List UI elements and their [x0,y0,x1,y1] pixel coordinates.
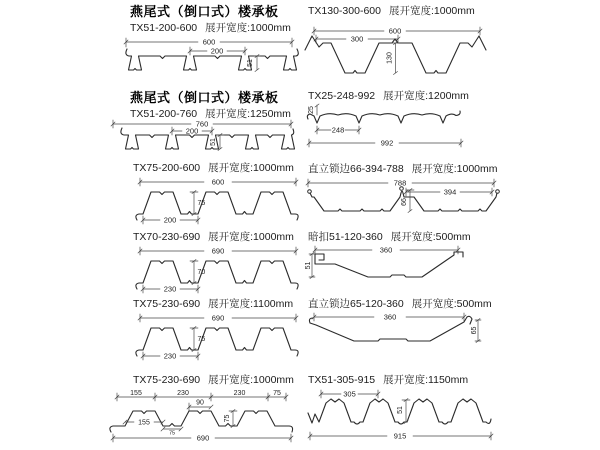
profile-drawing-tx51-200-600 [110,34,300,80]
dim-label: 992 [380,138,394,148]
model-code: TX70-230-690 [133,231,201,243]
section-title: 燕尾式（倒口式）楼承板 [130,90,279,105]
dim-label: 75 [224,414,231,423]
dim-label: 230 [163,351,177,361]
dim-label: 230 [177,390,189,397]
dim-label: 25 [308,106,315,114]
dim-label: 90 [196,399,204,407]
dim-label: 51 [397,406,404,414]
section-l6-header-block [133,374,294,386]
section-l1-header-block [130,5,291,34]
profile-drawing-concealed-51-120-360 [302,241,497,287]
spread-width: 展开宽度:1000mm [208,374,294,386]
dim-label: 690 [211,246,225,256]
dim-label: 300 [350,34,364,44]
dim-label: 760 [195,119,209,129]
dim-label: 65 [471,326,478,335]
model-code: 暗扣51-120-360 [308,231,383,243]
dim-label: 70 [197,269,206,276]
dim-label: 360 [379,245,393,255]
dim-label: 600 [211,177,225,187]
dim-label: 600 [388,26,402,36]
dim-label: 130 [386,52,394,64]
dim-label: 360 [383,312,397,322]
spread-width: 展开宽度:1200mm [383,90,469,102]
dim-label: 230 [233,390,246,397]
spread-width: 展开宽度:500mm [411,298,492,310]
dim-label: 230 [163,284,177,294]
dim-label: 915 [393,431,407,441]
section-l4-header-block [133,231,294,243]
dim-label: 248 [331,125,345,135]
dim-label: 394 [443,187,457,197]
section-r1-header-block [308,5,475,17]
section-r2-header-block [308,90,469,102]
dim-label: 200 [210,46,224,56]
spread-width: 展开宽度:500mm [390,231,471,243]
dim-label: 155 [138,419,150,427]
profile-drawing-tx130-300-600 [302,22,497,80]
dim-label: 690 [196,433,210,443]
spread-width: 展开宽度:1000mm [205,22,291,34]
dim-label: 51 [247,59,254,67]
dim-label: 75 [273,390,281,397]
profile-drawing-tx25-248-992 [305,102,465,148]
spread-width: 展开宽度:1150mm [383,374,469,386]
spread-width: 展开宽度:1000mm [411,163,498,175]
profile-drawing-standing-seam-65-120-360 [302,308,502,350]
section-l3-header-block [133,162,294,174]
profile-drawing-tx51-200-760 [105,117,297,159]
spread-width: 展开宽度:1100mm [208,298,294,310]
dim-label: 305 [343,389,356,399]
dim-label: 200 [163,215,177,225]
profile-drawing-tx70-230-690 [132,243,302,299]
dim-label: 75 [197,200,206,207]
model-code: TX51-305-915 [308,374,376,386]
spread-width: 展开宽度:1250mm [205,108,291,120]
model-code: TX130-300-600 [308,5,381,17]
profile-drawing-tx75-230-690-detail [103,388,301,446]
dim-label: 600 [202,37,216,47]
section-title: 燕尾式（倒口式）楼承板 [130,4,279,19]
spread-width: 展开宽度:1000mm [208,162,294,174]
profile-drawing-tx75-200-600 [132,174,302,230]
section-l2-header-block [130,91,291,120]
model-code: 直立锁边65-120-360 [308,298,404,310]
dim-label: 690 [211,313,225,323]
section-r3-header-block [308,163,498,175]
dim-label: 75 [197,336,206,343]
dim-label: 51 [305,261,312,270]
dim-label: 155 [130,390,142,397]
model-code: 直立锁边66-394-788 [308,163,404,175]
model-code: TX75-230-690 [133,374,201,386]
section-l5-header-block [133,298,293,310]
spread-width: 展开宽度:1000mm [388,5,475,17]
section-r6-header-block [308,374,468,386]
profile-drawing-tx51-305-915 [305,386,495,448]
dim-label: 788 [393,178,407,188]
model-code: TX25-248-992 [308,90,376,102]
model-code: TX51-200-760 [130,108,198,120]
spread-width: 展开宽度:1000mm [208,231,294,243]
profile-drawing-standing-seam-66-394-788 [302,176,502,220]
profile-drawing-tx75-230-690 [132,310,302,366]
model-code: TX51-200-600 [130,22,198,34]
dim-label: 75 [168,430,176,437]
dim-label: 66 [401,198,408,206]
model-code: TX75-230-690 [133,298,201,310]
dim-label: 200 [185,126,199,136]
dim-label: 51 [210,138,217,146]
model-code: TX75-200-600 [133,162,201,174]
